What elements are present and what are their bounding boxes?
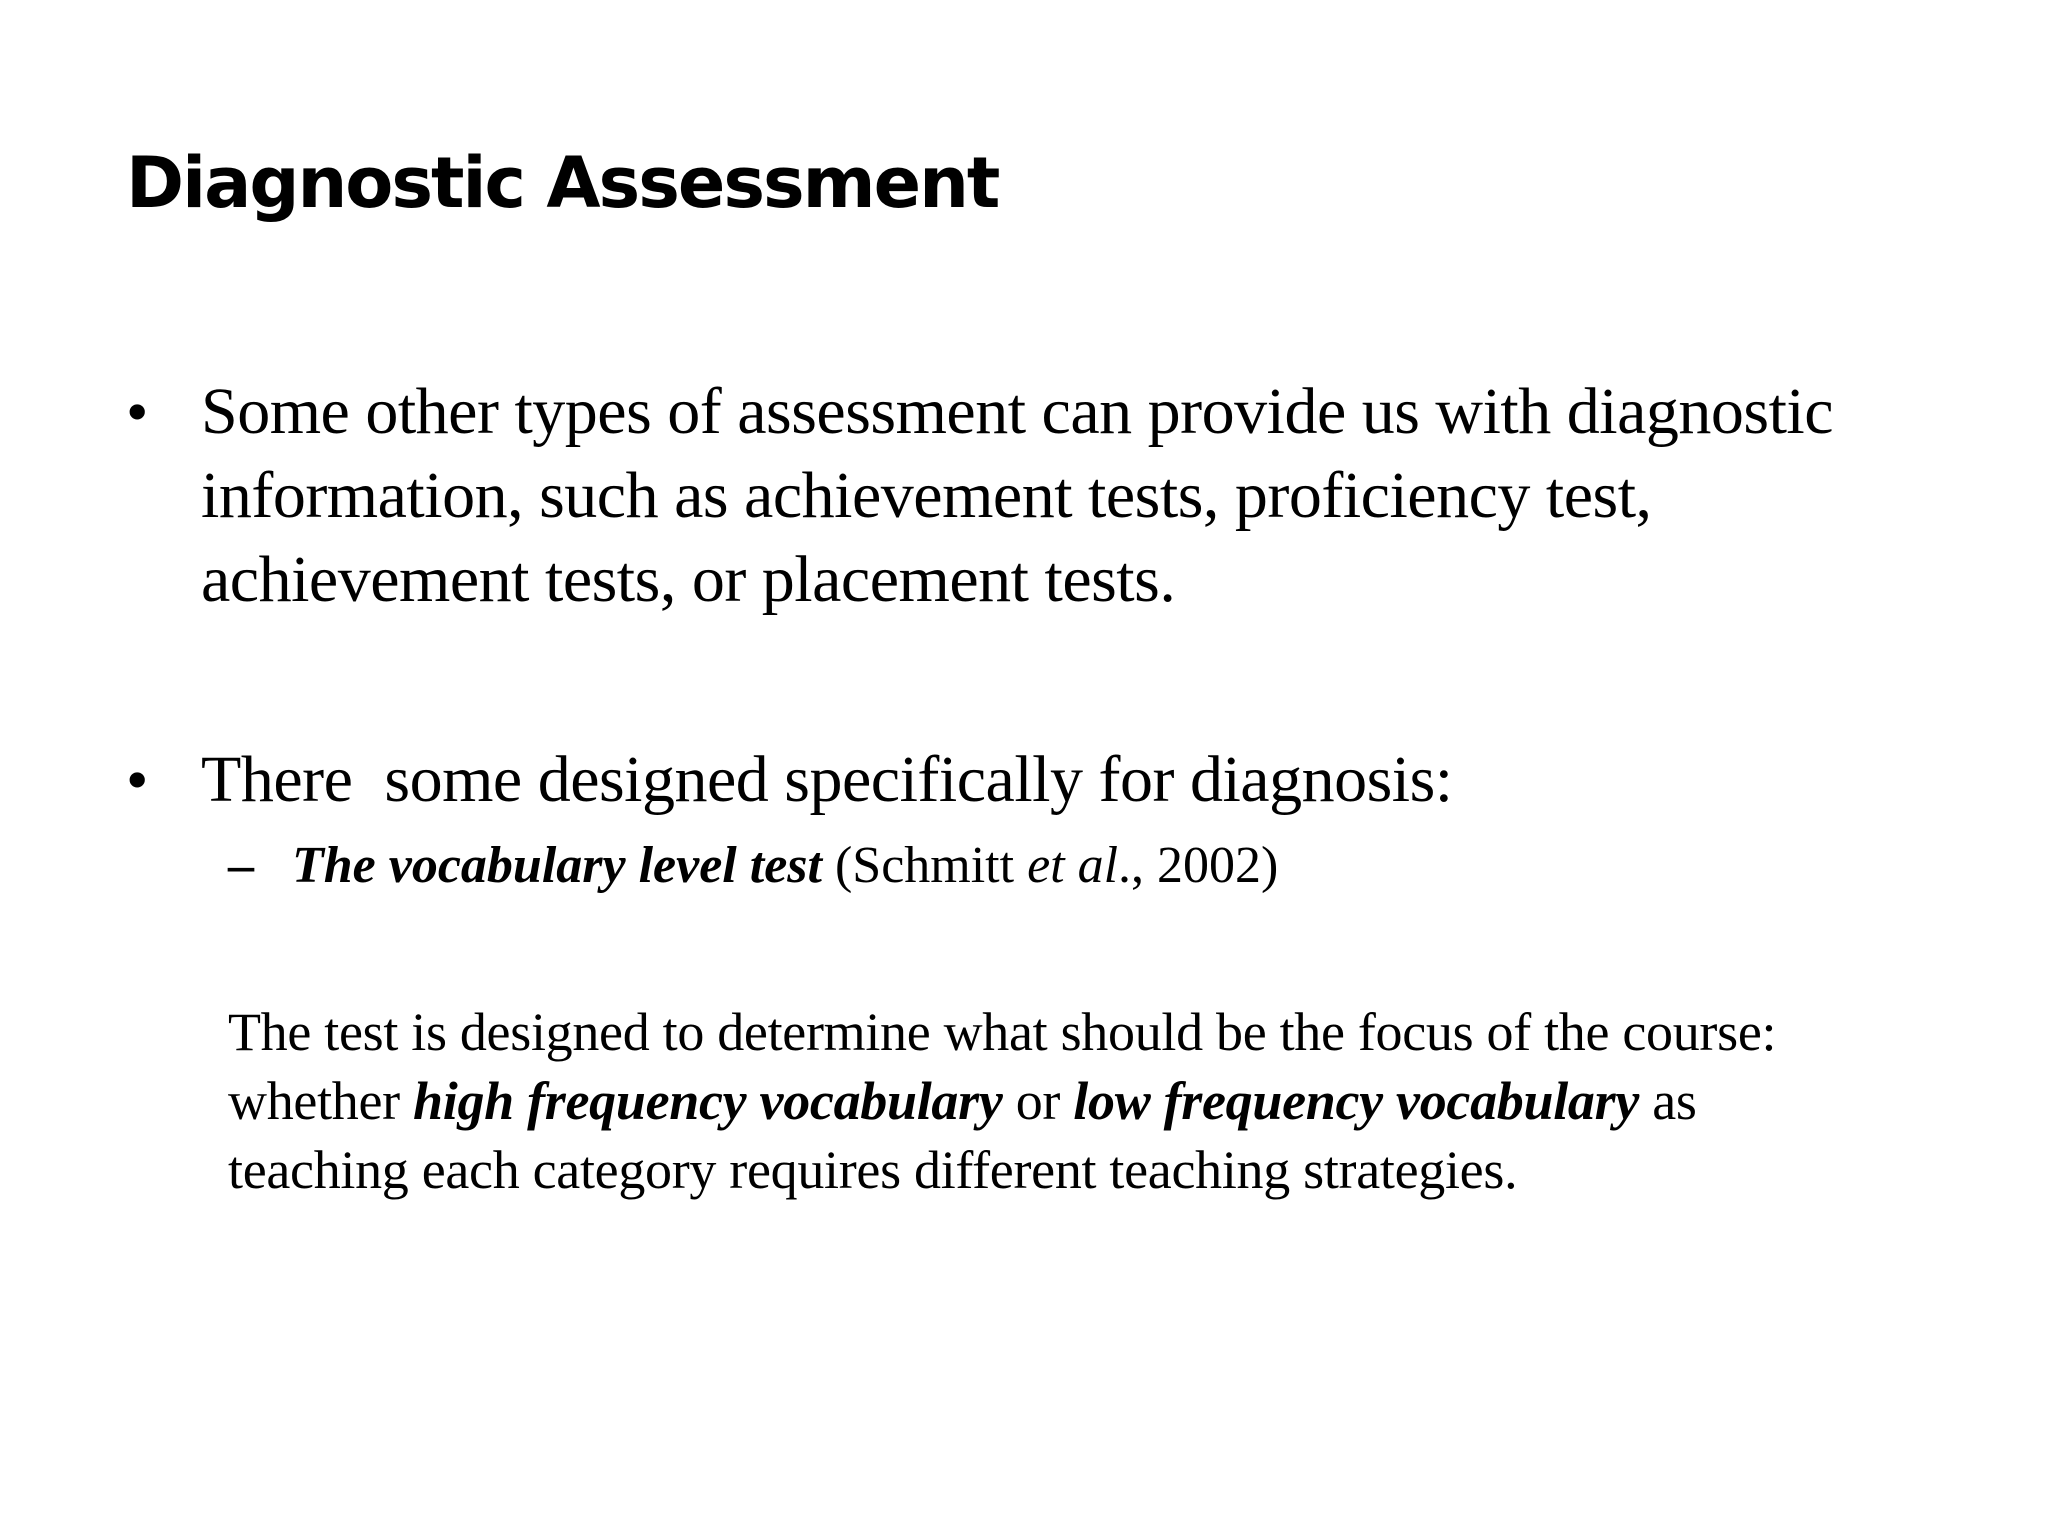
sub-bullet-text [292,832,1278,900]
citation-open: (Schmitt [821,837,1028,894]
bullet-text: Some other types of assessment can provide us with diagnostic information, such as achievement tests, proficiency test, achievement tests, or placement tests. [201,375,1834,616]
test-name: The vocabulary level test [292,837,822,894]
paragraph-text: as teaching each category requires different teaching strategies. [228,1071,1697,1200]
description-paragraph [228,998,1888,1205]
emphasis-low-frequency: low frequency vocabulary [1073,1071,1640,1131]
paragraph-text: The test is designed to determine what should be the focus of the course: whether [228,1002,1777,1131]
sub-bullet-marker: – [228,837,254,894]
sub-bullet-item [228,832,1278,900]
citation-etal: et al [1027,837,1119,894]
paragraph-text: or [1002,1071,1074,1131]
bullet-item [126,738,1926,822]
bullet-text: There some designed specifically for diagnosis: [201,743,1453,816]
citation-close: ., 2002) [1118,837,1279,894]
bullet-item [126,370,1926,622]
bullet-marker: • [126,376,149,447]
emphasis-high-frequency: high frequency vocabulary [413,1071,1003,1131]
slide-title: Diagnostic Assessment [126,142,999,224]
bullet-marker: • [126,744,149,815]
